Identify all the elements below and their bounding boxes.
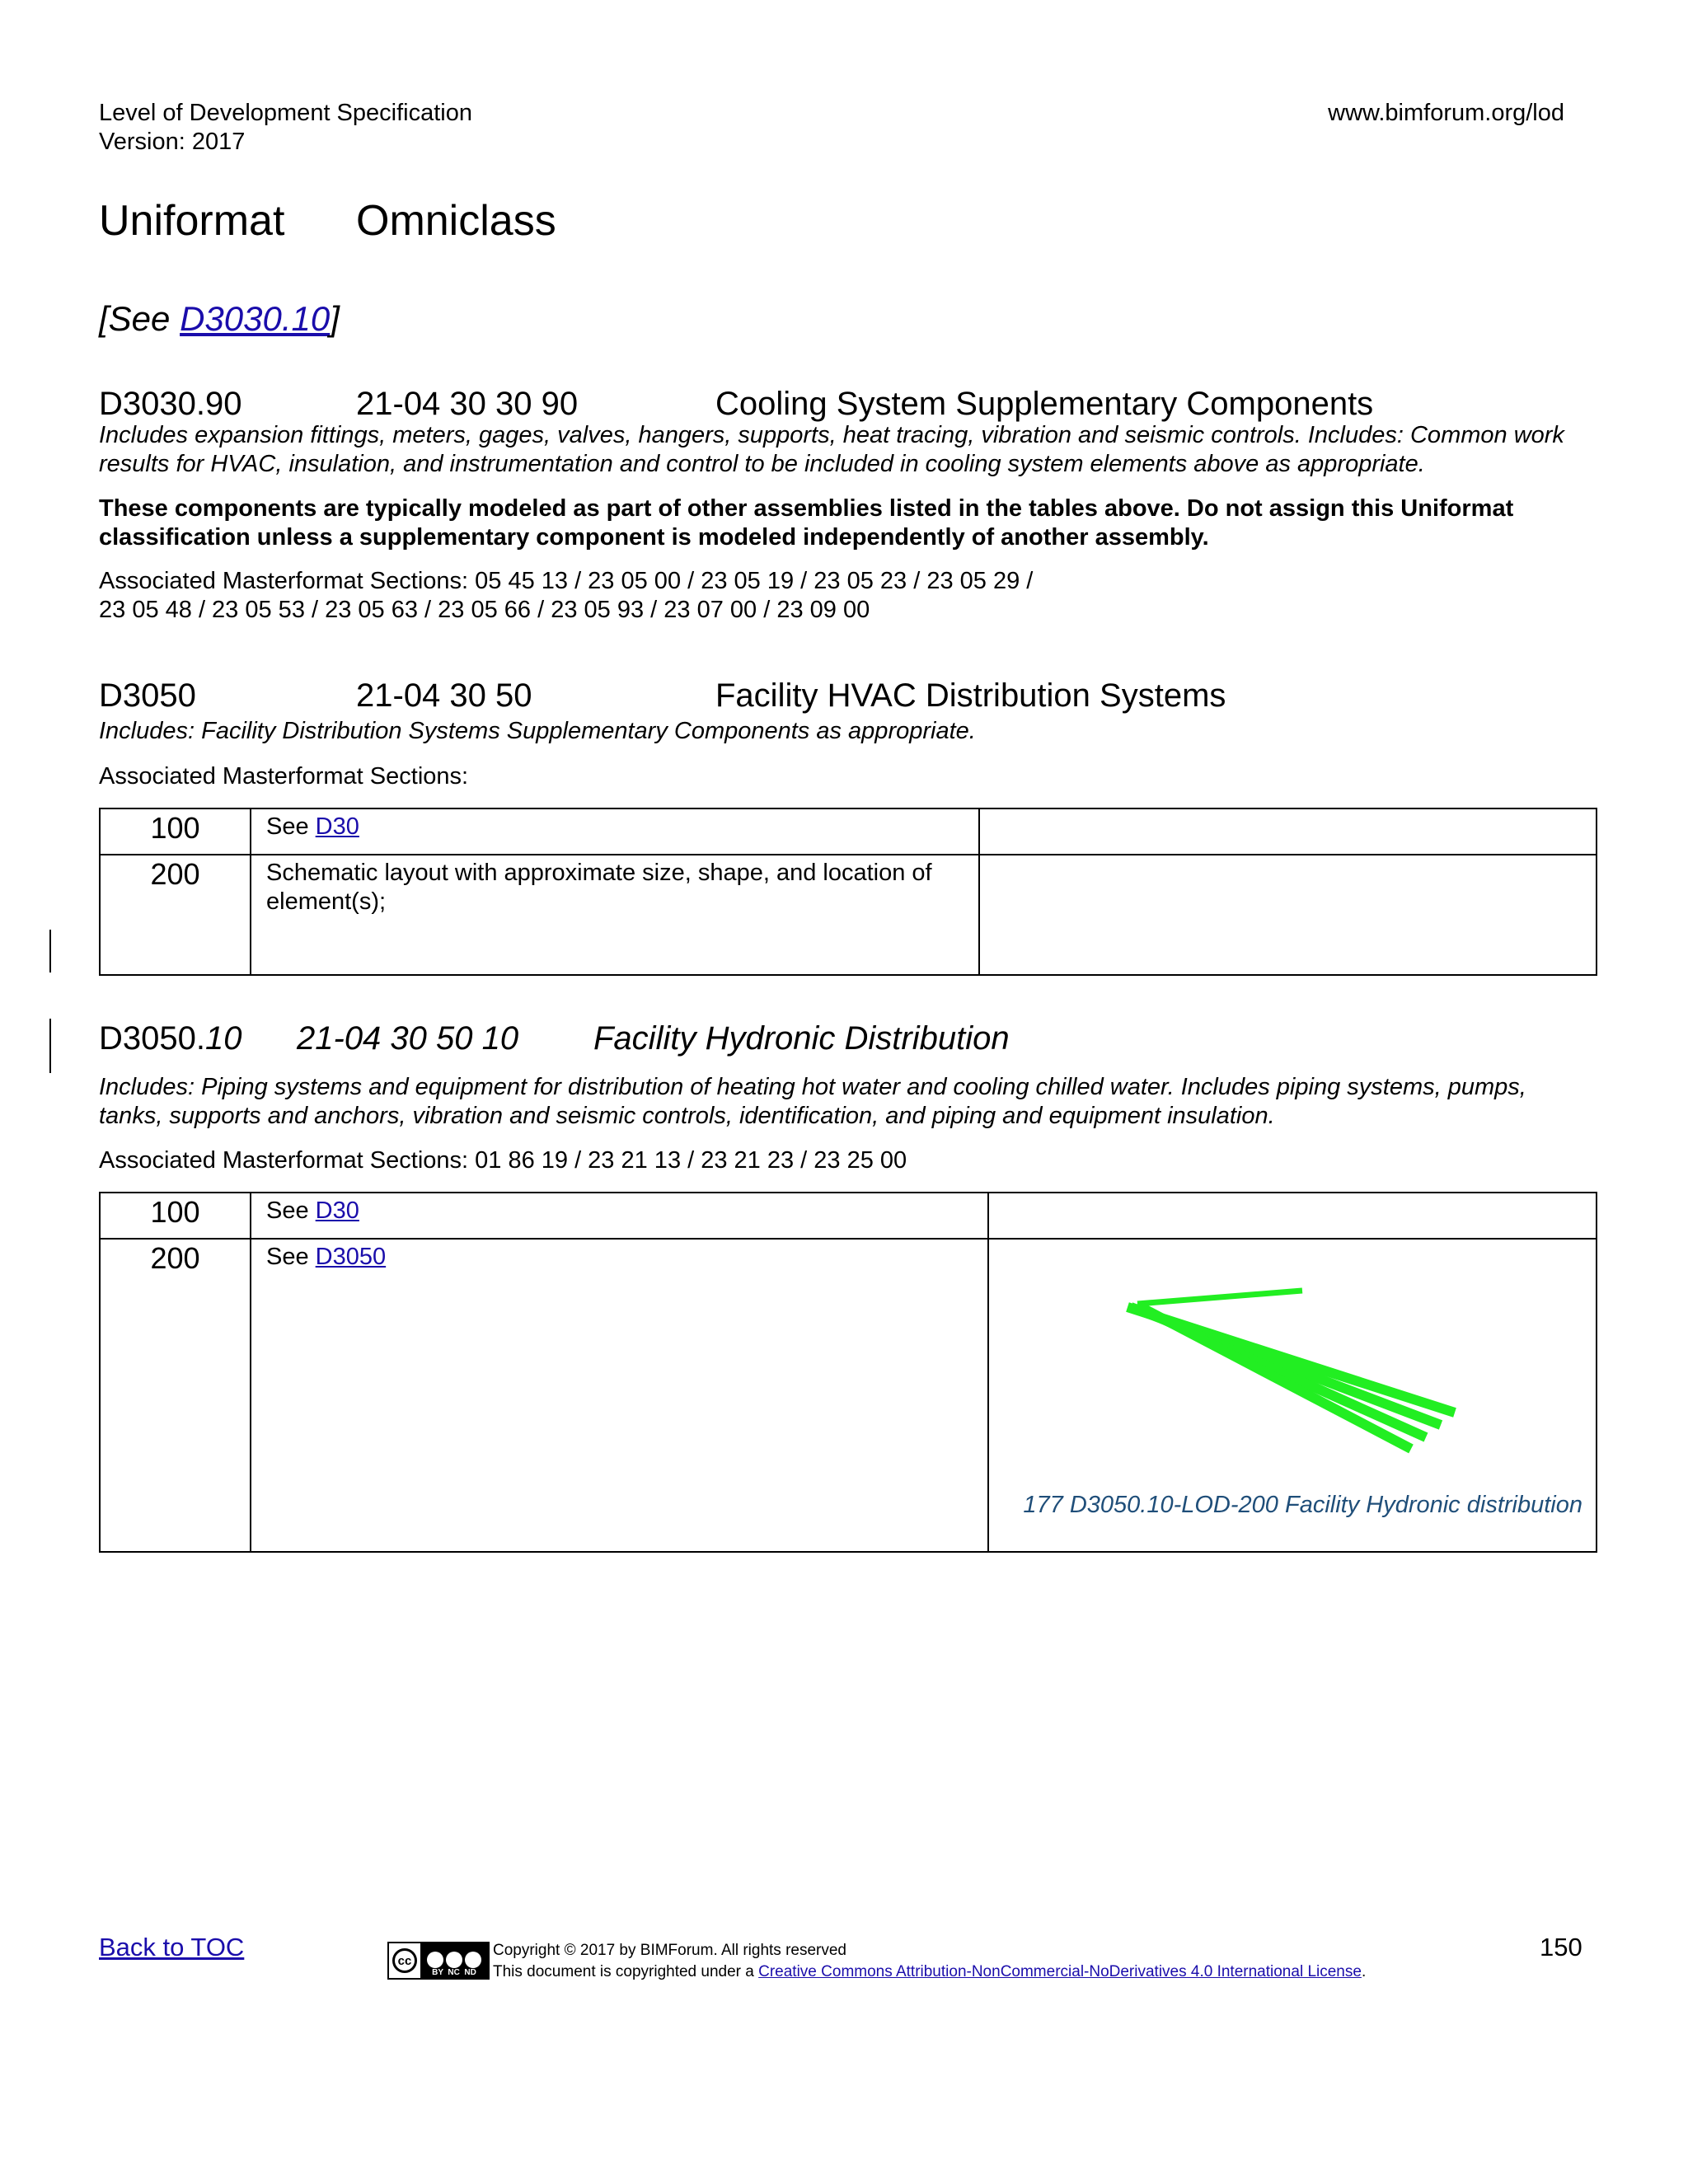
cc-license-badge[interactable]: cc BY NC ND <box>387 1942 490 1980</box>
by-icon <box>427 1952 443 1968</box>
table-row <box>100 1193 1597 1239</box>
see-d3050-link[interactable]: D3050 <box>315 1244 387 1270</box>
doc-title: Level of Development Specification <box>99 100 472 126</box>
section1-includes: Includes expansion fittings, meters, gages, valves, hangers, supports, heat tracing, vibration and seismic controls. Includes: Common work results for HVAC, insulation, and instrumentation and control to be included in cooling system elements above as appropriate. <box>99 422 1564 477</box>
change-bar <box>49 1019 51 1073</box>
license-text: This document is copyrighted under a Creative Commons Attribution-NonCommercial-NoDerivatives 4.0 International License. <box>493 1963 1367 1980</box>
section3-omniclass: 21-04 30 50 10 <box>297 1020 519 1057</box>
image-caption: 177 D3050.10-LOD-200 Facility Hydronic distribution <box>1023 1492 1582 1518</box>
lod-illustration <box>988 1239 1597 1552</box>
section3-masterformat: Associated Masterformat Sections: 01 86 19 / 23 21 13 / 23 21 23 / 23 25 00 <box>99 1147 907 1174</box>
lod-level: 100 <box>100 808 251 855</box>
see-d30-link[interactable]: D30 <box>315 813 359 840</box>
lod-description: See D30 <box>251 1193 988 1239</box>
section2-code: D3050 <box>99 677 196 714</box>
copyright-block <box>493 1940 1366 1983</box>
section1-code: D3030.90 <box>99 386 242 422</box>
lod-level: 200 <box>100 1239 251 1552</box>
section2-lod-table <box>99 808 1597 976</box>
lod-level: 200 <box>100 855 251 975</box>
pipe-segment <box>1141 1307 1411 1449</box>
table-row <box>100 855 1597 975</box>
lod-illustration <box>979 855 1597 975</box>
section3-title: Facility Hydronic Distribution <box>593 1020 1010 1057</box>
table-row <box>100 808 1597 855</box>
section1-title: Cooling System Supplementary Components <box>715 386 1374 422</box>
lod-description: Schematic layout with approximate size, shape, and location of element(s); <box>251 855 979 975</box>
section1-note: These components are typically modeled as part of other assemblies listed in the tables above. Do not assign this Uniformat classification unless a supplementary component is modeled independently of another assembly. <box>99 495 1514 551</box>
section3-lod-table <box>99 1192 1597 1553</box>
copyright-text: Copyright © 2017 by BIMForum. All rights reserved <box>493 1942 847 1959</box>
section2-title: Facility HVAC Distribution Systems <box>715 677 1226 714</box>
section1-masterformat: Associated Masterformat Sections: 05 45 13 / 23 05 00 / 23 05 19 / 23 05 23 / 23 05 29 / 23 05 48 / 23 05 53 / 23 05 63 / 23 05 66 / 23 05 93 / 23 07 00 / 23 09 00 <box>99 568 1034 623</box>
omniclass-heading: Omniclass <box>356 197 556 245</box>
table-row <box>100 1239 1597 1552</box>
lod-level: 100 <box>100 1193 251 1239</box>
change-bar <box>49 930 51 972</box>
cc-logo-icon: cc <box>389 1943 420 1978</box>
nc-icon <box>446 1952 462 1968</box>
nd-icon <box>465 1952 481 1968</box>
uniformat-heading: Uniformat <box>99 197 285 245</box>
page-number: 150 <box>1540 1933 1582 1961</box>
section2-includes: Includes: Facility Distribution Systems Supplementary Components as appropriate. <box>99 718 976 744</box>
site-url: www.bimforum.org/lod <box>1328 100 1564 126</box>
doc-header <box>99 99 472 157</box>
section2-masterformat: Associated Masterformat Sections: <box>99 763 469 790</box>
see-d30-link[interactable]: D30 <box>315 1197 359 1224</box>
back-to-toc-link[interactable]: Back to TOC <box>99 1933 245 1961</box>
lod-illustration <box>979 808 1597 855</box>
see-reference: [See D3030.10] <box>99 299 340 338</box>
see-d3030-10-link[interactable]: D3030.10 <box>180 299 331 338</box>
section3-includes: Includes: Piping systems and equipment for distribution of heating hot water and cooling chilled water. Includes piping systems, pumps, tanks, supports and anchors, vibration and seismic controls, identification, and piping and equipment insulation. <box>99 1074 1526 1129</box>
lod-description: See D3050 <box>251 1239 988 1552</box>
section3-code: D3050.10 <box>99 1020 242 1057</box>
pipe-segment <box>1137 1291 1302 1304</box>
section1-omniclass: 21-04 30 30 90 <box>356 386 579 422</box>
doc-version: Version: 2017 <box>99 129 246 155</box>
lod-illustration <box>988 1193 1597 1239</box>
license-link[interactable]: Creative Commons Attribution-NonCommercial-NoDerivatives 4.0 International License <box>758 1963 1362 1980</box>
lod-description: See D30 <box>251 808 979 855</box>
section2-omniclass: 21-04 30 50 <box>356 677 532 714</box>
